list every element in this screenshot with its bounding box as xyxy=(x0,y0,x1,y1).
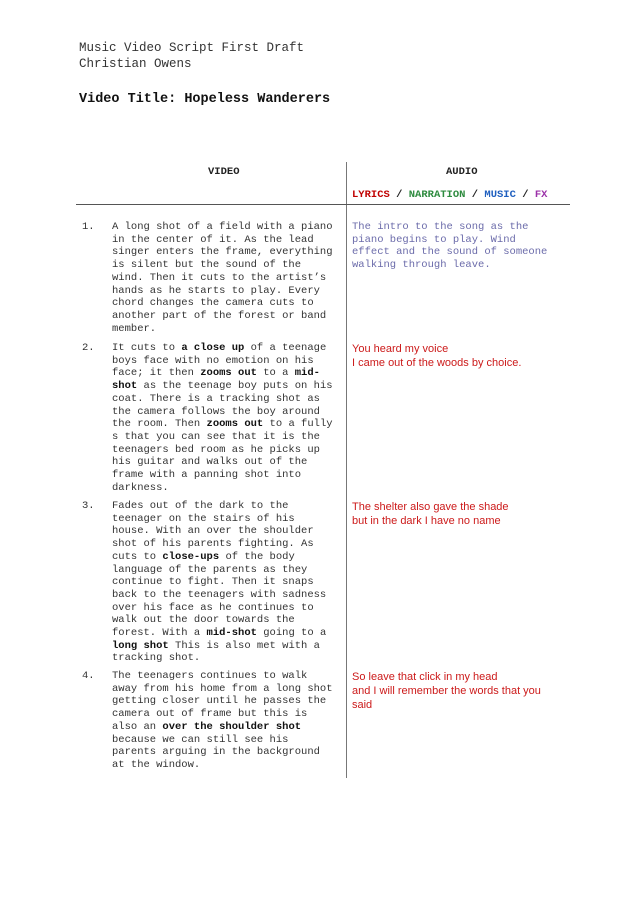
description-text: This is also met with a tracking shot. xyxy=(112,639,320,665)
audio-column-heading: AUDIO xyxy=(446,166,478,178)
shot-term: zooms out xyxy=(206,418,264,431)
author-name: Christian Owens xyxy=(79,57,192,71)
legend-separator: / xyxy=(522,189,529,201)
shot-term: over the shoulder shot xyxy=(162,720,302,733)
legend-separator: / xyxy=(396,189,403,201)
legend-fx: FX xyxy=(534,189,548,201)
video-description xyxy=(112,221,344,335)
video-description xyxy=(112,670,344,772)
shot-term: mid-shot xyxy=(206,627,257,640)
video-column-heading: VIDEO xyxy=(208,166,240,178)
video-description xyxy=(112,500,344,665)
description-text: to a fully s that you can see that it is the teenagers bed room as he picks up his guitar and walks out of the frame with a panning shot into darkness. xyxy=(112,418,333,494)
legend-separator: / xyxy=(471,189,479,201)
description-text: A long shot of a field with a piano in the center of it. As the lead singer enters the frame, everything is silent but the sound of the wind. Then it cuts to the artist’s hands as he starts to play. Every chord changes the camera cuts to another part of the forest or band member. xyxy=(112,221,333,335)
video-description xyxy=(112,342,344,494)
description-text: of the body language of the parents as they continue to fight. Then it snaps back to the teenagers with sadness over his face as he continues to walk out the door towards the forest. With a xyxy=(112,550,327,640)
row-number: 2. xyxy=(82,342,95,354)
shot-term: close-ups xyxy=(162,550,220,563)
shot-term: a close up xyxy=(181,342,245,354)
description-text: of a teenage boys face with no emotion on his face; it then xyxy=(112,342,327,380)
row-number: 3. xyxy=(82,500,95,512)
description-text: going to a xyxy=(263,627,327,640)
row-number: 1. xyxy=(82,221,95,233)
description-text: It cuts to xyxy=(112,342,182,354)
doc-subtitle: Music Video Script First Draft xyxy=(79,41,305,55)
shot-term: zooms out xyxy=(200,367,257,380)
legend-music: MUSIC xyxy=(484,189,516,201)
description-text: Fades out of the dark to the teenager on the stairs of his house. With an over the shoulder shot of his parents fighting. As cuts to xyxy=(112,500,314,563)
description-text: as the teenage boy puts on his coat. There is a tracking shot as the camera follows the boy around the room. Then xyxy=(112,380,333,431)
video-title: Video Title: Hopeless Wanderers xyxy=(79,92,331,107)
audio-narration: The intro to the song as the piano begins to play. Wind effect and the sound of someone walking through leave. xyxy=(352,221,548,272)
audio-lyrics: You heard my voice I came out of the woods by choice. xyxy=(352,343,522,369)
header-rule xyxy=(76,204,570,205)
shot-term: mid- shot xyxy=(112,367,320,393)
column-divider xyxy=(346,162,347,778)
description-text: because we can still see his parents arguing in the background at the window. xyxy=(112,733,320,771)
audio-lyrics: The shelter also gave the shade but in the dark I have no name xyxy=(352,501,509,527)
audio-legend xyxy=(352,189,547,201)
row-number: 4. xyxy=(82,670,95,682)
shot-term: long shot xyxy=(112,639,169,652)
legend-lyrics: LYRICS xyxy=(352,189,390,201)
description-text: to a xyxy=(256,367,295,380)
description-text: The teenagers continues to walk away from his home from a long shot getting closer until he passes the camera out of frame but this is also an xyxy=(112,670,333,733)
legend-narration: NARRATION xyxy=(408,189,466,201)
audio-lyrics: So leave that click in my head and I will remember the words that you said xyxy=(352,671,541,711)
